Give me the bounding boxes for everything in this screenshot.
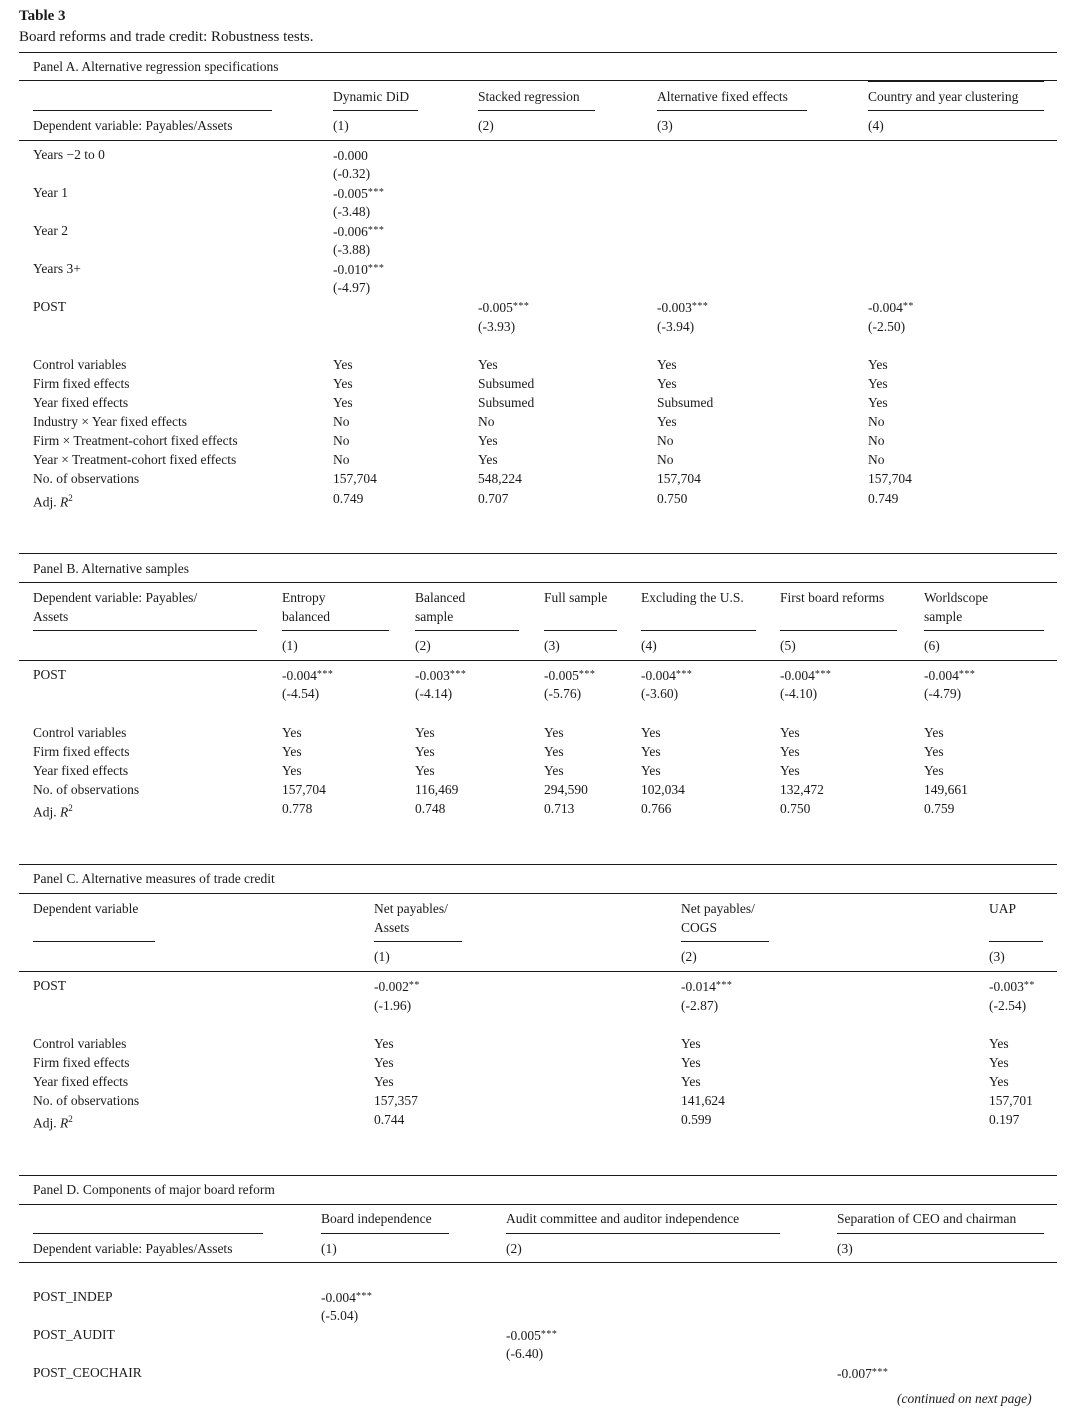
dep-underline: [33, 630, 257, 631]
panel-b-adj-r2-value: 0.766: [641, 801, 672, 816]
coefficient-value: -0.004: [924, 668, 959, 683]
panel-a-control-value: Yes: [333, 357, 353, 372]
significance-stars: ***: [316, 669, 334, 680]
coefficient-value: -0.004: [641, 668, 676, 683]
panel-a-post-label: POST: [33, 299, 67, 314]
panel-b-rule: [19, 582, 1057, 583]
dep-underline: [33, 1233, 263, 1234]
panel-a-row-label: Year 2: [33, 223, 69, 238]
panel-c-post-coef: [681, 978, 732, 995]
panel-b-control-value: 132,472: [780, 782, 824, 797]
panel-a-col-header: Alternative fixed effects: [657, 89, 788, 104]
significance-stars: ***: [691, 301, 709, 312]
panel-c-post-tstat: (-2.54): [989, 998, 1027, 1013]
coefficient-value: -0.004: [868, 300, 903, 315]
panel-b-control-value: Yes: [544, 744, 564, 759]
col-underline: [641, 630, 756, 631]
col-overline: [868, 81, 1044, 82]
panel-c-col-header: Net payables/: [374, 901, 448, 916]
panel-b-col-header-cont: balanced: [282, 609, 330, 624]
panel-a-row-label: Years 3+: [33, 261, 81, 276]
panel-c-top-rule: [19, 864, 1057, 865]
panel-d-title: Panel D. Components of major board reform: [33, 1182, 275, 1197]
coefficient-value: -0.005: [544, 668, 579, 683]
coefficient-value: -0.003: [415, 668, 450, 683]
coefficient-value: -0.003: [989, 979, 1024, 994]
panel-a-post-coef: [478, 299, 529, 316]
significance-stars: ***: [715, 980, 733, 991]
panel-d-coef: [837, 1365, 888, 1382]
panel-a-coef: [333, 185, 384, 202]
panel-b-control-value: Yes: [924, 725, 944, 740]
panel-b-col-header: First board reforms: [780, 590, 885, 605]
panel-a-post-coef: [868, 299, 914, 316]
panel-a-tstat: (-3.48): [333, 204, 371, 219]
significance-stars: ***: [367, 263, 385, 274]
panel-a-control-value: 157,704: [657, 471, 701, 486]
panel-a-adj-r2-value: 0.749: [868, 491, 899, 506]
panel-b-control-value: Yes: [924, 744, 944, 759]
panel-a-title: Panel A. Alternative regression specifications: [33, 59, 279, 74]
panel-a-control-value: Yes: [657, 357, 677, 372]
significance-stars: **: [408, 980, 420, 991]
panel-b-col-num: (4): [641, 638, 657, 653]
panel-d-top-rule: [19, 1175, 1057, 1176]
significance-stars: **: [1023, 980, 1035, 991]
panel-b-dep-var-cont: Assets: [33, 609, 69, 624]
panel-a-control-value: No: [868, 433, 885, 448]
panel-c-control-value: Yes: [374, 1055, 394, 1070]
panel-d-row-label: POST_CEOCHAIR: [33, 1365, 142, 1380]
panel-c-control-value: Yes: [374, 1036, 394, 1051]
panel-d-tstat: (-6.40): [506, 1346, 544, 1361]
panel-b-post-coef: [924, 667, 975, 684]
panel-b-col-header: Excluding the U.S.: [641, 590, 744, 605]
significance-stars: ***: [578, 669, 596, 680]
panel-d-header-rule: [19, 1262, 1057, 1263]
panel-d-col-header: Audit committee and auditor independence: [506, 1211, 740, 1226]
dep-underline: [33, 110, 272, 111]
panel-a-control-value: No: [657, 452, 674, 467]
col-underline: [780, 630, 897, 631]
panel-b-control-value: Yes: [780, 744, 800, 759]
panel-b-col-header: Worldscope: [924, 590, 989, 605]
panel-b-header-rule: [19, 660, 1057, 661]
col-underline: [478, 110, 595, 111]
panel-a-control-value: Yes: [478, 357, 498, 372]
coefficient-value: -0.010: [333, 262, 368, 277]
panel-b-control-value: 294,590: [544, 782, 588, 797]
panel-c-header-rule: [19, 971, 1057, 972]
panel-b-control-label: Year fixed effects: [33, 763, 129, 778]
col-underline: [989, 941, 1043, 942]
panel-a-control-value: Yes: [868, 376, 888, 391]
coefficient-value: -0.002: [374, 979, 409, 994]
panel-d-col-num: (3): [837, 1241, 853, 1256]
panel-a-control-value: No: [868, 414, 885, 429]
significance-stars: ***: [675, 669, 693, 680]
panel-b-control-value: Yes: [780, 725, 800, 740]
panel-b-control-value: Yes: [641, 725, 661, 740]
panel-d-dep-var: Dependent variable: Payables/Assets: [33, 1241, 233, 1256]
panel-a-control-label: Firm fixed effects: [33, 376, 130, 391]
panel-b-control-value: Yes: [641, 744, 661, 759]
coefficient-value: -0.004: [321, 1290, 356, 1305]
panel-c-control-value: Yes: [374, 1074, 394, 1089]
col-underline: [681, 941, 769, 942]
continued-note: (continued on next page): [897, 1391, 1032, 1406]
panel-d-col-header: Board independence: [321, 1211, 432, 1226]
panel-b-top-rule: [19, 553, 1057, 554]
panel-a-col-header: Dynamic DiD: [333, 89, 410, 104]
panel-b-control-value: Yes: [415, 744, 435, 759]
panel-b-post-tstat: (-3.60): [641, 686, 679, 701]
panel-a-control-value: Yes: [868, 395, 888, 410]
panel-a-post-tstat: (-3.93): [478, 319, 516, 334]
panel-b-col-header-cont: sample: [415, 609, 454, 624]
panel-c-control-value: 157,357: [374, 1093, 418, 1108]
panel-a-control-value: Subsumed: [478, 376, 535, 391]
significance-stars: ***: [814, 669, 832, 680]
panel-b-post-coef: [544, 667, 595, 684]
panel-a-tstat: (-0.32): [333, 166, 371, 181]
significance-stars: ***: [355, 1291, 373, 1302]
panel-c-control-value: Yes: [989, 1055, 1009, 1070]
panel-b-col-num: (6): [924, 638, 940, 653]
col-underline: [924, 630, 1044, 631]
panel-b-post-label: POST: [33, 667, 67, 682]
panel-b-col-header: Entropy: [282, 590, 326, 605]
coefficient-value: -0.004: [780, 668, 815, 683]
col-underline: [374, 941, 462, 942]
panel-b-adj-r2-value: 0.750: [780, 801, 811, 816]
panel-c-title: Panel C. Alternative measures of trade credit: [33, 871, 275, 886]
panel-c-control-label: Firm fixed effects: [33, 1055, 130, 1070]
col-underline: [415, 630, 519, 631]
panel-b-control-value: 149,661: [924, 782, 968, 797]
panel-b-col-num: (5): [780, 638, 796, 653]
panel-a-control-value: Subsumed: [478, 395, 535, 410]
panel-c-rule: [19, 893, 1057, 894]
panel-b-control-value: Yes: [544, 763, 564, 778]
panel-b-post-tstat: (-4.14): [415, 686, 453, 701]
panel-a-control-value: 157,704: [333, 471, 377, 486]
panel-d-col-num: (1): [321, 1241, 337, 1256]
panel-b-control-value: Yes: [282, 725, 302, 740]
panel-b-post-tstat: (-4.10): [780, 686, 818, 701]
panel-a-control-label: No. of observations: [33, 471, 140, 486]
col-underline: [868, 110, 1044, 111]
coefficient-value: -0.006: [333, 224, 368, 239]
panel-a-post-coef: [657, 299, 708, 316]
panel-a-col-header: Country and year clustering: [868, 89, 1019, 104]
panel-c-adj-r2-value: 0.599: [681, 1112, 712, 1127]
panel-b-control-label: Control variables: [33, 725, 127, 740]
panel-c-post-tstat: (-1.96): [374, 998, 412, 1013]
significance-stars: ***: [367, 187, 385, 198]
panel-a-coef: [333, 147, 368, 164]
panel-c-col-num: (3): [989, 949, 1005, 964]
panel-d-coef: [506, 1327, 557, 1344]
dep-underline: [33, 941, 155, 942]
panel-c-control-value: Yes: [681, 1074, 701, 1089]
panel-b-post-coef: [780, 667, 831, 684]
panel-c-col-num: (1): [374, 949, 390, 964]
panel-d-col-num: (2): [506, 1241, 522, 1256]
panel-b-col-num: (1): [282, 638, 298, 653]
panel-a-control-value: Yes: [333, 395, 353, 410]
coefficient-value: -0.003: [657, 300, 692, 315]
panel-c-control-value: 157,701: [989, 1093, 1033, 1108]
panel-c-col-header-cont: COGS: [681, 920, 718, 935]
panel-c-post-coef: [989, 978, 1035, 995]
panel-a-control-value: Yes: [478, 433, 498, 448]
panel-a-row-label: Year 1: [33, 185, 69, 200]
panel-b-col-num: (2): [415, 638, 431, 653]
table-label: Table 3: [19, 8, 66, 24]
panel-b-control-label: Firm fixed effects: [33, 744, 130, 759]
panel-d-row-label: POST_INDEP: [33, 1289, 113, 1304]
panel-a-col-num: (3): [657, 118, 673, 133]
panel-d-row-label: POST_AUDIT: [33, 1327, 115, 1342]
panel-b-control-value: 116,469: [415, 782, 459, 797]
panel-b-post-tstat: (-5.76): [544, 686, 582, 701]
panel-d-coef: [321, 1289, 372, 1306]
panel-b-control-value: Yes: [415, 725, 435, 740]
panel-b-control-value: Yes: [544, 725, 564, 740]
col-underline: [333, 110, 418, 111]
significance-stars: ***: [540, 1329, 558, 1340]
panel-c-post-tstat: (-2.87): [681, 998, 719, 1013]
panel-b-adj-r2-value: 0.778: [282, 801, 313, 816]
panel-a-post-tstat: (-2.50): [868, 319, 906, 334]
panel-b-adj-r2-label: Adj. $R^2$: [33, 803, 73, 820]
panel-a-control-label: Industry × Year fixed effects: [33, 414, 187, 429]
panel-b-post-coef: [282, 667, 333, 684]
significance-stars: ***: [367, 225, 385, 236]
panel-b-control-value: Yes: [924, 763, 944, 778]
coefficient-value: -0.007: [837, 1366, 872, 1381]
panel-b-adj-r2-value: 0.759: [924, 801, 955, 816]
panel-a-adj-r2-value: 0.707: [478, 491, 509, 506]
panel-b-adj-r2-value: 0.713: [544, 801, 575, 816]
panel-a-col-num: (1): [333, 118, 349, 133]
panel-a-control-label: Year fixed effects: [33, 395, 129, 410]
panel-c-col-header: UAP: [989, 901, 1017, 916]
panel-b-title: Panel B. Alternative samples: [33, 561, 189, 576]
panel-b-post-coef: [641, 667, 692, 684]
panel-d-tstat: (-5.04): [321, 1308, 359, 1323]
panel-b-adj-r2-value: 0.748: [415, 801, 446, 816]
panel-b-control-value: 102,034: [641, 782, 685, 797]
panel-c-col-header: Net payables/: [681, 901, 755, 916]
panel-b-control-value: 157,704: [282, 782, 326, 797]
col-underline: [506, 1233, 780, 1234]
panel-c-dep-var: Dependent variable: [33, 901, 139, 916]
coefficient-value: -0.005: [478, 300, 513, 315]
panel-a-adj-r2-value: 0.750: [657, 491, 688, 506]
panel-a-control-label: Firm × Treatment-cohort fixed effects: [33, 433, 238, 448]
panel-b-post-coef: [415, 667, 466, 684]
significance-stars: ***: [449, 669, 467, 680]
panel-a-control-value: No: [333, 452, 350, 467]
panel-a-control-value: No: [333, 433, 350, 448]
col-underline: [282, 630, 389, 631]
coefficient-value: -0.004: [282, 668, 317, 683]
panel-a-control-value: Subsumed: [657, 395, 714, 410]
panel-a-post-tstat: (-3.94): [657, 319, 695, 334]
panel-a-tstat: (-4.97): [333, 280, 371, 295]
panel-b-control-label: No. of observations: [33, 782, 140, 797]
panel-a-control-value: Yes: [333, 376, 353, 391]
panel-c-adj-r2-label: Adj. $R^2$: [33, 1114, 73, 1131]
panel-c-post-coef: [374, 978, 420, 995]
panel-c-control-value: Yes: [989, 1074, 1009, 1089]
panel-a-coef: [333, 223, 384, 240]
panel-c-col-header-cont: Assets: [374, 920, 410, 935]
panel-c-adj-r2-value: 0.197: [989, 1112, 1020, 1127]
panel-d-col-header: Separation of CEO and chairman: [837, 1211, 1017, 1226]
col-underline: [657, 110, 807, 111]
rule-top: [19, 52, 1057, 53]
panel-a-control-value: No: [868, 452, 885, 467]
panel-a-control-label: Year × Treatment-cohort fixed effects: [33, 452, 237, 467]
coefficient-value: -0.014: [681, 979, 716, 994]
panel-a-control-label: Control variables: [33, 357, 127, 372]
significance-stars: ***: [871, 1367, 889, 1378]
panel-a-col-num: (2): [478, 118, 494, 133]
panel-a-dep-var: Dependent variable: Payables/Assets: [33, 118, 233, 133]
panel-a-control-value: Yes: [478, 452, 498, 467]
panel-c-control-value: Yes: [681, 1036, 701, 1051]
panel-b-control-value: Yes: [780, 763, 800, 778]
col-underline: [837, 1233, 1044, 1234]
panel-b-col-header: Balanced: [415, 590, 466, 605]
panel-a-col-header: Stacked regression: [478, 89, 580, 104]
panel-a-control-value: 157,704: [868, 471, 912, 486]
panel-a-adj-r2-value: 0.749: [333, 491, 364, 506]
panel-d-rule: [19, 1204, 1057, 1205]
panel-c-control-label: No. of observations: [33, 1093, 140, 1108]
table-caption: Board reforms and trade credit: Robustness tests.: [19, 29, 314, 45]
panel-a-control-value: Yes: [657, 414, 677, 429]
panel-a-control-value: No: [657, 433, 674, 448]
panel-a-header-rule: [19, 140, 1057, 141]
panel-c-post-label: POST: [33, 978, 67, 993]
coefficient-value: -0.005: [333, 186, 368, 201]
panel-a-control-value: Yes: [657, 376, 677, 391]
panel-b-control-value: Yes: [282, 744, 302, 759]
panel-a-control-value: Yes: [868, 357, 888, 372]
panel-c-col-num: (2): [681, 949, 697, 964]
panel-b-dep-var: Dependent variable: Payables/: [33, 590, 198, 605]
panel-b-col-num: (3): [544, 638, 560, 653]
col-underline: [321, 1233, 449, 1234]
panel-a-tstat: (-3.88): [333, 242, 371, 257]
panel-c-control-value: 141,624: [681, 1093, 725, 1108]
panel-a-control-value: 548,224: [478, 471, 522, 486]
panel-a-col-num: (4): [868, 118, 884, 133]
panel-b-control-value: Yes: [641, 763, 661, 778]
panel-a-row-label: Years −2 to 0: [33, 147, 105, 162]
panel-b-col-header-cont: sample: [924, 609, 963, 624]
col-underline: [544, 630, 617, 631]
panel-b-post-tstat: (-4.54): [282, 686, 320, 701]
panel-a-coef: [333, 261, 384, 278]
panel-a-adj-r2-label: Adj. $R^2$: [33, 493, 73, 510]
significance-stars: ***: [958, 669, 976, 680]
panel-c-control-value: Yes: [681, 1055, 701, 1070]
significance-stars: ***: [512, 301, 530, 312]
coefficient-value: -0.000: [333, 148, 368, 163]
coefficient-value: -0.005: [506, 1328, 541, 1343]
panel-c-adj-r2-value: 0.744: [374, 1112, 405, 1127]
panel-a-control-value: No: [333, 414, 350, 429]
significance-stars: **: [902, 301, 914, 312]
panel-b-col-header: Full sample: [544, 590, 608, 605]
panel-a-control-value: No: [478, 414, 495, 429]
panel-b-control-value: Yes: [282, 763, 302, 778]
panel-c-control-value: Yes: [989, 1036, 1009, 1051]
panel-b-control-value: Yes: [415, 763, 435, 778]
panel-c-control-label: Control variables: [33, 1036, 127, 1051]
panel-b-post-tstat: (-4.79): [924, 686, 962, 701]
panel-c-control-label: Year fixed effects: [33, 1074, 129, 1089]
